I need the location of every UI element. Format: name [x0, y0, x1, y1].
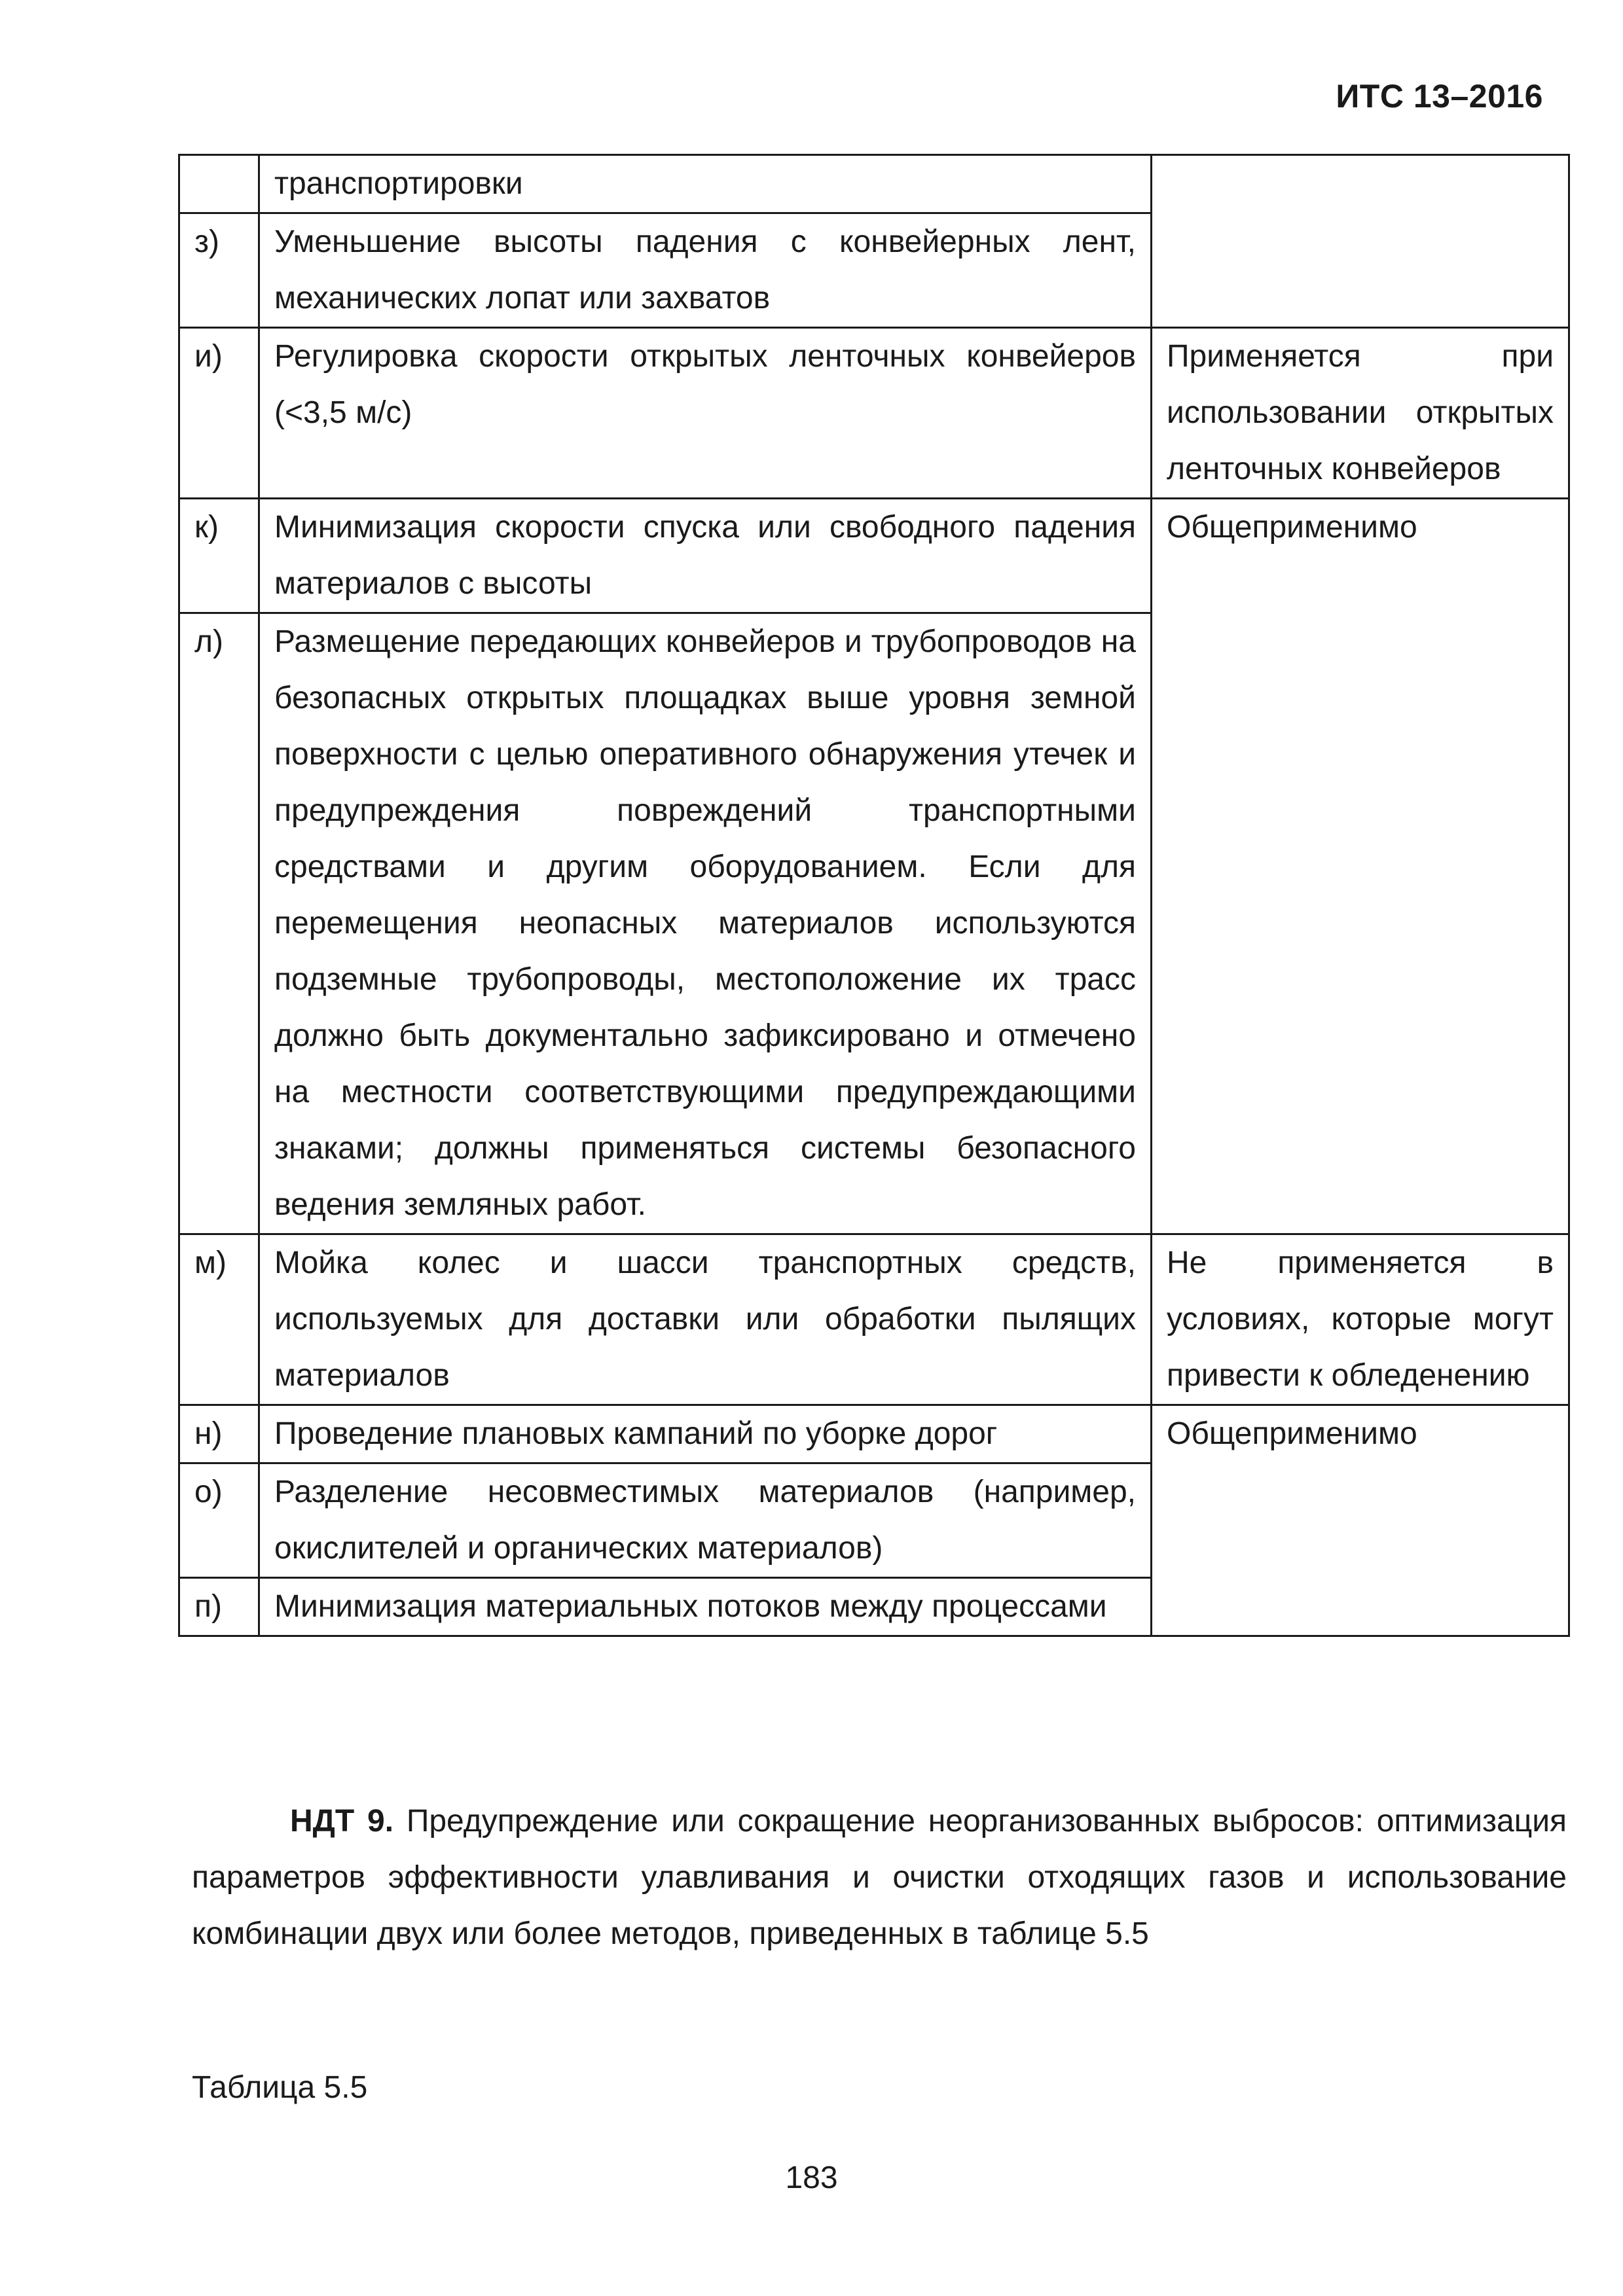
measure-text: Уменьшение высоты падения с конвейерных лент, механических лопат или захватов	[259, 213, 1152, 328]
row-letter: з)	[179, 213, 259, 328]
ndt-text: Предупреждение или сокращение неорганизованных выбросов: оптимизация параметров эффективности улавливания и очистки отходящих газов и использование комбинации двух или более методов, приведенных в таблице 5.5	[192, 1804, 1567, 1951]
applicability-cell: Применяется при использовании открытых ленточных конвейеров	[1152, 328, 1569, 499]
applicability-cell: Общеприменимо	[1152, 1405, 1569, 1636]
row-letter	[179, 155, 259, 213]
row-letter: н)	[179, 1405, 259, 1463]
row-letter: и)	[179, 328, 259, 499]
measure-text: транспортировки	[259, 155, 1152, 213]
table-row	[179, 1234, 1569, 1405]
row-letter: п)	[179, 1578, 259, 1636]
measure-text: Регулировка скорости открытых ленточных конвейеров (<3,5 м/с)	[259, 328, 1152, 499]
table-row	[179, 155, 1569, 213]
table-row	[179, 499, 1569, 613]
measure-text: Мойка колес и шасси транспортных средств, используемых для доставки или обработки пылящих материалов	[259, 1234, 1152, 1405]
measure-text: Разделение несовместимых материалов (например, окислителей и органических материалов)	[259, 1463, 1152, 1578]
document-code: ИТС 13–2016	[1336, 78, 1543, 115]
row-letter: м)	[179, 1234, 259, 1405]
applicability-cell	[1152, 155, 1569, 328]
table-row	[179, 328, 1569, 499]
page-number: 183	[785, 2161, 838, 2195]
ndt-label: НДТ 9.	[290, 1804, 394, 1839]
measure-text: Минимизация материальных потоков между процессами	[259, 1578, 1152, 1636]
table-row	[179, 1405, 1569, 1463]
row-letter: о)	[179, 1463, 259, 1578]
row-letter: к)	[179, 499, 259, 613]
table-caption: Таблица 5.5	[192, 2070, 368, 2105]
applicability-cell: Общеприменимо	[1152, 499, 1569, 1234]
applicability-cell: Не применяется в условиях, которые могут привести к обледенению	[1152, 1234, 1569, 1405]
ndt-paragraph	[192, 1793, 1567, 1962]
measure-text: Проведение плановых кампаний по уборке дорог	[259, 1405, 1152, 1463]
measures-table	[178, 154, 1570, 1637]
measure-text: Размещение передающих конвейеров и трубопроводов на безопасных открытых площадках выше уровня земной поверхности с целью оперативного обнаружения утечек и предупреждения повреждений транспортными средствами и другим оборудованием. Если для перемещения неопасных материалов используются подземные трубопроводы, местоположение их трасс должно быть документально зафиксировано и отмечено на местности соответствующими предупреждающими знаками; должны применяться системы безопасного ведения земляных работ.	[259, 613, 1152, 1234]
row-letter: л)	[179, 613, 259, 1234]
measure-text: Минимизация скорости спуска или свободного падения материалов с высоты	[259, 499, 1152, 613]
